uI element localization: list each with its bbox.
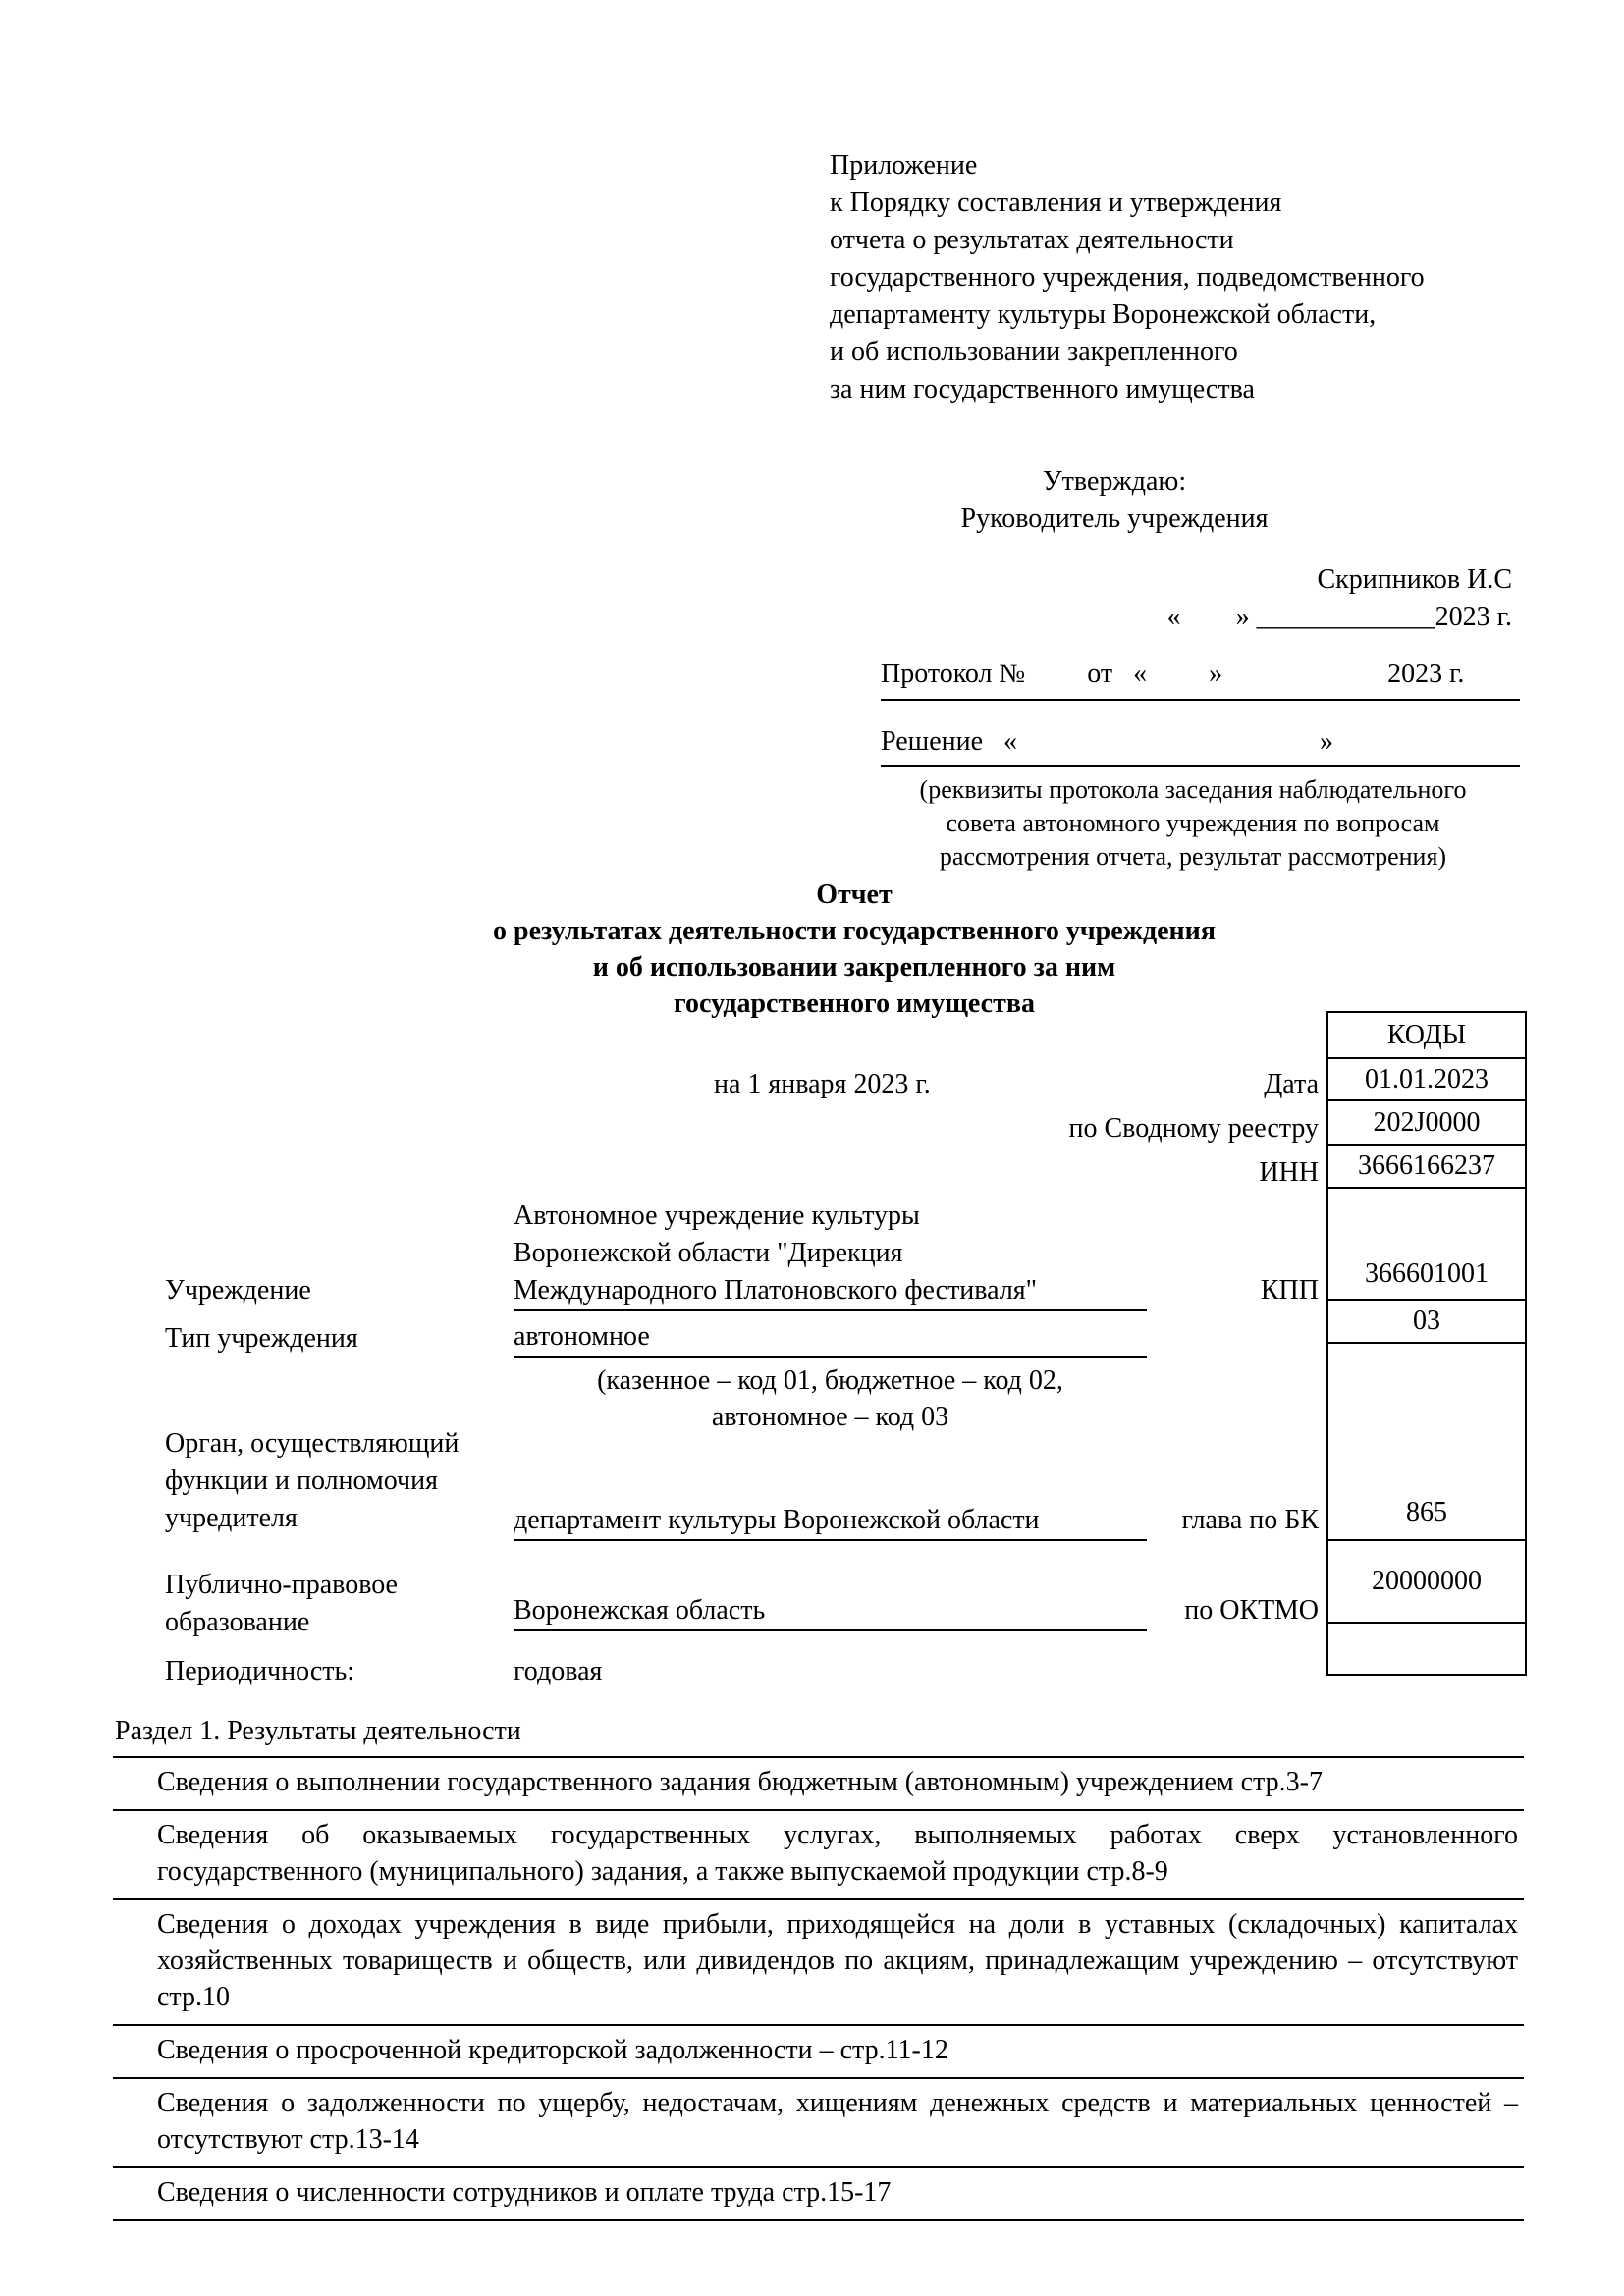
report-title-line: Отчет	[816, 880, 893, 910]
section1-item: Сведения о доходах учреждения в виде прибыли, приходящейся на доли в уставных (складочных) капиталах хозяйственных товариществ и обществ, или дивидендов по акциям, принадлежащим учреждению – отсутствуют стр.10	[113, 1900, 1524, 2026]
ppo-label-line: образование	[165, 1607, 310, 1637]
periodicity-value: годовая	[514, 1656, 603, 1686]
codes-bk-cell: 865	[1328, 1344, 1525, 1541]
founder-value: департамент культуры Воронежской области	[514, 1502, 1147, 1541]
approve-label: Утверждаю:	[1042, 466, 1187, 497]
appendix-line: за ним государственного имущества	[830, 374, 1255, 404]
sign-date-line: « » _____________2023 г.	[1166, 602, 1512, 632]
codes-type-code-cell: 03	[1328, 1301, 1525, 1344]
founder-label-line: Орган, осуществляющий	[165, 1428, 460, 1459]
codes-oktmo-cell: 20000000	[1328, 1541, 1525, 1624]
label-bk: глава по БК	[1181, 1505, 1319, 1535]
founder-label	[165, 1425, 518, 1537]
decision-note-line: (реквизиты протокола заседания наблюдательного	[919, 775, 1467, 804]
section1-item: Сведения о численности сотрудников и оплате труда стр.15-17	[113, 2168, 1524, 2221]
section1-item: Сведения об оказываемых государственных услугах, выполняемых работах сверх установленного государственного (муниципального) задания, а также выпускаемой продукции стр.8-9	[113, 1811, 1524, 1900]
codes-inn-cell: 3666166237	[1328, 1146, 1525, 1189]
report-title	[182, 877, 1527, 1022]
protocol-line: Протокол № от « » 2023 г.	[881, 656, 1520, 701]
signer-block	[884, 561, 1512, 636]
appendix-line: отчета о результатах деятельности	[830, 225, 1234, 255]
codes-table	[1326, 1011, 1527, 1676]
label-registry: по Сводному реестру	[1068, 1113, 1319, 1144]
type-code-note-line: (казенное – код 01, бюджетное – код 02,	[597, 1365, 1063, 1396]
founder-label-line: учредителя	[165, 1503, 298, 1533]
decision-note	[854, 774, 1532, 874]
ppo-label-line: Публично-правовое	[165, 1570, 398, 1600]
appendix-block	[830, 147, 1537, 408]
institution-type-value: автономное	[514, 1318, 1147, 1358]
label-inn: ИНН	[1259, 1157, 1319, 1188]
periodicity-label: Периодичность:	[165, 1656, 355, 1686]
section1-item: Сведения о задолженности по ущербу, недостачам, хищениям денежных средств и материальных ценностей – отсутствуют стр.13-14	[113, 2079, 1524, 2168]
institution-value-line: Воронежской области "Дирекция	[514, 1238, 903, 1268]
institution-label: Учреждение	[165, 1275, 311, 1306]
decision-line: Решение « »	[881, 723, 1520, 767]
decision-note-line: совета автономного учреждения по вопросам	[946, 809, 1440, 837]
appendix-line: и об использовании закрепленного	[830, 337, 1238, 367]
appendix-line: Приложение	[830, 150, 978, 181]
codes-empty-cell	[1328, 1624, 1525, 1670]
ppo-value: Воронежская область	[514, 1592, 1147, 1631]
institution-value	[514, 1198, 1147, 1311]
approval-block	[864, 463, 1365, 538]
approval-head-label: Руководитель учреждения	[960, 504, 1269, 534]
codes-kpp-cell: 366601001	[1328, 1189, 1525, 1301]
type-code-note-line: автономное – код 03	[711, 1402, 949, 1432]
section1-item: Сведения о просроченной кредиторской задолженности – стр.11-12	[113, 2026, 1524, 2079]
institution-value-line: Международного Платоновского фестиваля"	[514, 1275, 1038, 1306]
report-title-line: о результатах деятельности государственного учреждения	[493, 916, 1216, 946]
signer-name: Скрипников И.С	[1317, 564, 1512, 595]
appendix-line: департаменту культуры Воронежской области,	[830, 299, 1377, 330]
as-of-date: на 1 января 2023 г.	[714, 1069, 931, 1099]
institution-value-line: Автономное учреждение культуры	[514, 1201, 920, 1231]
label-kpp: КПП	[1260, 1275, 1319, 1306]
ppo-label	[165, 1567, 518, 1641]
section1-item: Сведения о выполнении государственного задания бюджетным (автономным) учреждением стр.3-7	[113, 1758, 1524, 1811]
section1-title: Раздел 1. Результаты деятельности	[113, 1713, 1524, 1758]
appendix-line: к Порядку составления и утверждения	[830, 187, 1282, 218]
codes-date-cell: 01.01.2023	[1328, 1059, 1525, 1101]
label-date: Дата	[1264, 1069, 1319, 1099]
section1	[113, 1713, 1524, 2221]
report-title-line: государственного имущества	[674, 988, 1035, 1019]
report-title-line: и об использовании закрепленного за ним	[592, 952, 1116, 983]
founder-label-line: функции и полномочия	[165, 1466, 438, 1496]
type-code-note	[514, 1362, 1147, 1435]
institution-type-label: Тип учреждения	[165, 1323, 358, 1354]
codes-registry-cell: 202J0000	[1328, 1101, 1525, 1146]
codes-header-cell: КОДЫ	[1328, 1013, 1525, 1059]
appendix-line: государственного учреждения, подведомственного	[830, 262, 1425, 293]
decision-note-line: рассмотрения отчета, результат рассмотрения)	[939, 842, 1447, 871]
label-oktmo: по ОКТМО	[1184, 1595, 1319, 1626]
